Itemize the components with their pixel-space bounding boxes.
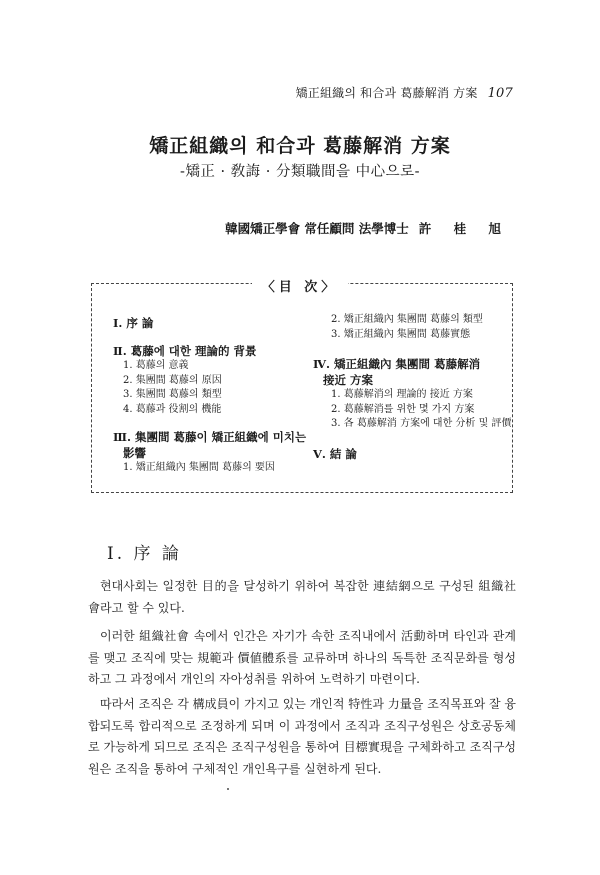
toc-item: 2. 集團間 葛藤의 原因 <box>123 374 222 386</box>
toc-section-4 <box>313 356 513 388</box>
toc-item: 3. 集團間 葛藤의 類型 <box>123 389 222 400</box>
paragraph-text: 현대사회는 일정한 目的을 달성하기 위하여 복잡한 連結網으로 구성된 組織社會라고 할 수 있다. <box>88 579 516 615</box>
toc-item: 3. 各 葛藤解消 方案에 대한 分析 및 評價 <box>331 418 512 429</box>
scan-speck <box>227 788 229 790</box>
toc-item: 1. 葛藤解消의 理論的 接近 方案 <box>331 389 473 400</box>
toc-title-text: 〈目 次〉 <box>252 280 349 295</box>
paragraph-text: 이러한 組織社會 속에서 인간은 자기가 속한 조직내에서 活動하며 타인과 관계를 맺고 조직에 맞는 規範과 價値體系를 교류하며 하나의 독특한 조직문화를 형성하고 그 과정에서 개인의 자아성취를 위하여 노력하기 마련이다. <box>88 629 516 686</box>
paragraph-2 <box>88 626 516 691</box>
toc-section-3-line1: Ⅲ. 集團間 葛藤이 矯正組織에 미치는 <box>113 430 307 444</box>
page-number: 107 <box>487 86 513 101</box>
paragraph-text: 따라서 조직은 각 構成員이 가지고 있는 개인적 特性과 力量을 조직목표와 잘 융합되도록 합리적으로 조정하게 되며 이 과정에서 조직과 조직구성원은 상호공동체로 가능하게 되므로 조직은 조직구성원을 통하여 目標實現을 구체화하고 조직구성원은 조직을 통하여 구체적인 개인욕구를 실현하게 된다. <box>88 697 516 776</box>
toc-section-3-line2: 影響 <box>123 446 146 460</box>
section-heading: Ⅰ. 序 論 <box>107 544 182 564</box>
toc-item: 2. 矯正組織內 集團間 葛藤의 類型 <box>331 314 483 325</box>
toc-section-4-line2: 接近 方案 <box>323 373 374 387</box>
toc-title <box>0 276 600 295</box>
toc-item: 1. 矯正組織內 集團間 葛藤의 要因 <box>123 462 275 473</box>
article-subtitle: -矯正 · 敎誨 · 分類職間을 中心으로- <box>179 164 421 180</box>
toc-section-3 <box>113 429 313 461</box>
running-title: 矯正組織의 和合과 葛藤解消 方案 <box>295 86 478 100</box>
toc-section-4-line1: Ⅳ. 矯正組織內 集團間 葛藤解消 <box>313 357 481 371</box>
author-line <box>225 219 510 237</box>
toc-item: 1. 葛藤의 意義 <box>123 360 189 371</box>
toc-section-5: Ⅴ. 結 論 <box>313 446 357 461</box>
toc-section-1: Ⅰ. 序 論 <box>113 316 154 330</box>
author-name: 許 桂 旭 <box>418 221 510 236</box>
toc-item: 4. 葛藤과 役割의 機能 <box>123 403 222 415</box>
author-affiliation: 韓國矯正學會 常任顧問 法學博士 <box>225 221 409 236</box>
toc-item: 3. 矯正組織內 集團間 葛藤實態 <box>331 328 471 340</box>
running-header <box>296 84 513 101</box>
toc-item: 2. 葛藤解消를 위한 몇 가지 方案 <box>331 403 475 415</box>
toc-right-column <box>313 313 513 462</box>
paragraph-3 <box>88 694 516 780</box>
paragraph-1 <box>88 576 516 619</box>
toc-section-2: Ⅱ. 葛藤에 대한 理論的 背景 <box>113 344 257 358</box>
toc-left-column <box>113 315 313 476</box>
article-title: 矯正組織의 和合과 葛藤解消 方案 <box>149 135 451 157</box>
